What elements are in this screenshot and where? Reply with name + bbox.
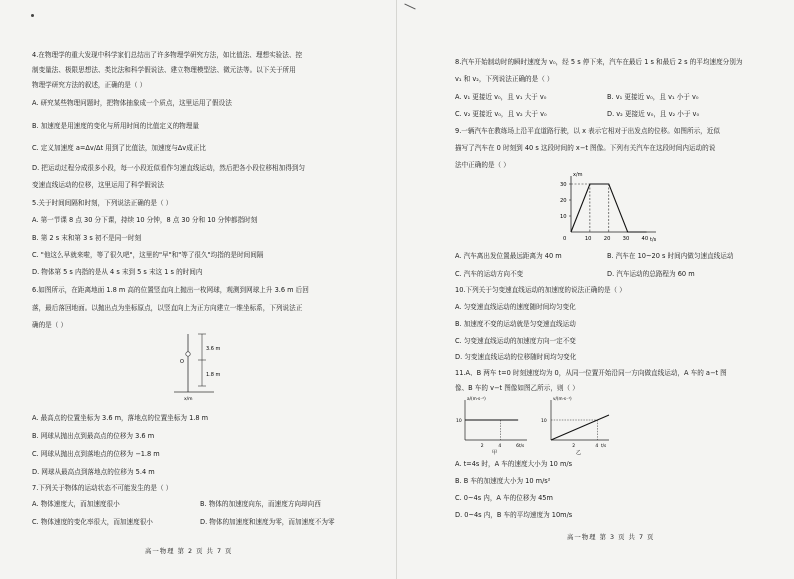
q6-label-top: 3.6 m	[206, 346, 221, 352]
q4-option-d-line-1: D. 把运动过程分成很多小段，每一小段近似看作匀速直线运动，然后把各小段位移相加得到匀	[32, 164, 306, 172]
q11a-x-axis-label: t/s	[519, 443, 525, 448]
q9-y-tick-label: 30	[560, 182, 567, 188]
q11b-series-line	[551, 415, 609, 440]
q11a-x-tick-label: 6	[516, 444, 520, 449]
q6-ball-icon	[186, 352, 190, 356]
q11-option-c: C. 0~4s 内，A 车的位移为 45m	[455, 494, 553, 502]
q6-stem-line-2: 落，最后落回地面。以抛出点为坐标原点，以竖直向上为正方向建立一维坐标系，下列说法正	[32, 304, 303, 312]
q11a-caption: 甲	[492, 450, 498, 456]
q9-x-tick-label: 40	[641, 236, 649, 242]
q8-option-c: C. v₂ 更接近 v₀，且 v₂ 大于 v₀	[455, 110, 547, 118]
q6-option-c: C. 网球从抛出点到落地点的位移为 −1.8 m	[32, 450, 160, 458]
q9-option-b: B. 汽车在 10~20 s 时间内做匀速直线运动	[607, 252, 734, 260]
q11b-y-axis-label: v/(m·s⁻¹)	[553, 396, 572, 401]
q11-stem-line-2: 像、B 车的 v−t 图像如图乙所示，则（ ）	[455, 384, 579, 392]
q9-x-tick-label: 30	[622, 236, 630, 242]
q6-option-a: A. 最高点的位置坐标为 3.6 m，落地点的位置坐标为 1.8 m	[32, 414, 209, 422]
q9-stem-line-1: 9.一辆汽车在教练场上沿平直道路行驶，以 x 表示它相对于出发点的位移。如图所示，近似	[455, 127, 720, 135]
q6-label-bottom: 1.8 m	[206, 372, 221, 378]
q5-stem: 5.关于时间间隔和时刻，下列说法正确的是（ ）	[32, 199, 173, 207]
q11-option-b: B. B 车的加速度大小为 10 m/s²	[455, 477, 551, 485]
q9-option-a: A. 汽车离出发位置最远距离为 40 m	[455, 252, 562, 260]
q10-option-a: A. 匀变速直线运动的速度随时间均匀变化	[455, 303, 576, 311]
q6-stem-line-3: 确的是（ ）	[32, 321, 68, 329]
q11b-caption: 乙	[576, 450, 582, 456]
q7-option-a: A. 物体速度大，而加速度很小	[32, 500, 120, 508]
q7-option-c: C. 物体速度的变化率很大，而加速度很小	[32, 518, 153, 526]
right-page-footer: 高一物理 第 3 页 共 7 页	[567, 533, 655, 541]
q10-option-b: B. 加速度不变的运动就是匀变速直线运动	[455, 320, 576, 328]
q6-option-b: B. 网球从抛出点到最高点的位移为 3.6 m	[32, 432, 155, 440]
q9-stem-line-3: 法中正确的是（ ）	[455, 161, 510, 169]
q10-stem: 10.下列关于匀变速直线运动的加速度的说法正确的是（ ）	[455, 286, 626, 294]
q11-option-a: A. t=4s 时，A 车的速度大小为 10 m/s	[455, 460, 573, 468]
q9-option-d: D. 汽车运动的总路程为 60 m	[607, 270, 695, 278]
q11a-x-tick-label: 4	[498, 444, 502, 449]
q11a-x-tick-label: 2	[480, 444, 484, 449]
q5-option-d: D. 物体第 5 s 内指的是从 4 s 末到 5 s 末这 1 s 的时间内	[32, 268, 203, 276]
q4-option-b: B. 加速度是用速度的变化与所用时间的比值定义的物理量	[32, 122, 199, 130]
q7-option-d: D. 物体的加速度和速度为零，而加速度不为零	[200, 518, 335, 526]
q9-y-tick-label: 10	[560, 214, 567, 220]
q9-x-tick-label: 10	[584, 236, 592, 242]
q8-stem-line-2: v₁ 和 v₂，下列说法正确的是（ ）	[455, 75, 554, 83]
q4-stem-line-3: 物理学研究方法的叙述，正确的是（ ）	[32, 81, 147, 89]
q11b-x-axis-label: t/s	[601, 443, 607, 448]
q10-option-c: C. 匀变速直线运动的加速度方向一定不变	[455, 337, 576, 345]
q8-stem-line-1: 8.汽车开始制动时的瞬时速度为 v₀，经 5 s 停下来，汽车在最后 1 s 和最后 2 s 的平均速度分别为	[455, 58, 743, 66]
q8-option-d: D. v₂ 更接近 v₀，且 v₂ 小于 v₀	[607, 110, 700, 118]
q11b-x-tick-label: 2	[572, 444, 576, 449]
q4-option-c: C. 定义加速度 a=Δv/Δt 用到了比值法，加速度与Δv成正比	[32, 144, 206, 152]
right-page	[397, 0, 794, 579]
q6-stem-line-1: 6.如图所示，在距离地面 1.8 m 高的位置竖直向上抛出一枚网球，观测到网球上升 3.6 m 后回	[32, 286, 309, 294]
q5-option-b: B. 第 2 s 末和第 3 s 初不是同一时刻	[32, 234, 142, 242]
q8-option-b: B. v₁ 更接近 v₀，且 v₁ 小于 v₀	[607, 93, 699, 101]
q11b-x-tick-label: 4	[595, 444, 599, 449]
q11a-y-tick-label: 10	[456, 419, 462, 424]
q11-at-chart	[455, 394, 543, 456]
q6-label-x: x/m	[184, 397, 193, 402]
left-page-footer: 高一物理 第 2 页 共 7 页	[145, 547, 233, 555]
q11-stem-line-1: 11.A、B 两车 t=0 时刻速度均为 0，从同一位置开始沿同一方向做直线运动，A 车的 a−t 图	[455, 369, 727, 377]
q7-stem: 7.下列关于物体的运动状态不可能发生的是（ ）	[32, 484, 173, 492]
q4-stem-line-2: 制变量法、极限思想法、类比法和科学假说法、建立物理模型法、微元法等。以下关于所用	[32, 66, 296, 74]
q5-option-c: C. "他这么早就来啦，等了很久吧"，这里的"早"和"等了很久"均指的是时间间隔	[32, 251, 264, 259]
q4-option-d-line-2: 变速直线运动的位移，这里运用了科学假说法	[32, 181, 164, 189]
q11a-y-axis-label: a/(m·s⁻²)	[467, 396, 486, 401]
q9-origin-label: 0	[563, 236, 567, 242]
q5-option-a: A. 第一节课 8 点 30 分下课，持续 10 分钟，8 点 30 分和 10 分钟都指时刻	[32, 216, 258, 224]
q11-vt-chart	[537, 394, 625, 456]
q7-option-b: B. 物体的加速度向东，而速度方向却向西	[200, 500, 321, 508]
q9-y-tick-label: 20	[560, 198, 567, 204]
q9-xt-chart	[557, 170, 667, 248]
q9-x-axis-label: t/s	[650, 237, 657, 243]
q11b-y-tick-label: 10	[541, 419, 547, 424]
q4-stem-line-1: 4.在物理学的重大发现中科学家们总结出了许多物理学研究方法，如比值法、理想实验法、控	[32, 51, 303, 59]
q9-y-axis-label: x/m	[573, 172, 583, 178]
q9-option-c: C. 汽车的运动方向不变	[455, 270, 524, 278]
q6-ball-figure	[170, 330, 240, 402]
q6-option-d: D. 网球从最高点到落地点的位移为 5.4 m	[32, 468, 155, 476]
q9-x-tick-label: 20	[603, 236, 611, 242]
q4-option-a: A. 研究某些物理问题时，把物体抽象成一个质点，这里运用了假设法	[32, 99, 232, 107]
q6-label-origin: O	[180, 359, 184, 365]
q11-option-d: D. 0~4s 内，B 车的平均速度为 10m/s	[455, 511, 573, 519]
q8-option-a: A. v₁ 更接近 v₀，且 v₁ 大于 v₀	[455, 93, 547, 101]
q9-stem-line-2: 描写了汽车在 0 时刻到 40 s 这段时间的 x−t 图像。下列有关汽车在这段时间内运动的说	[455, 144, 716, 152]
q10-option-d: D. 匀变速直线运动的位移随时间均匀变化	[455, 353, 577, 361]
